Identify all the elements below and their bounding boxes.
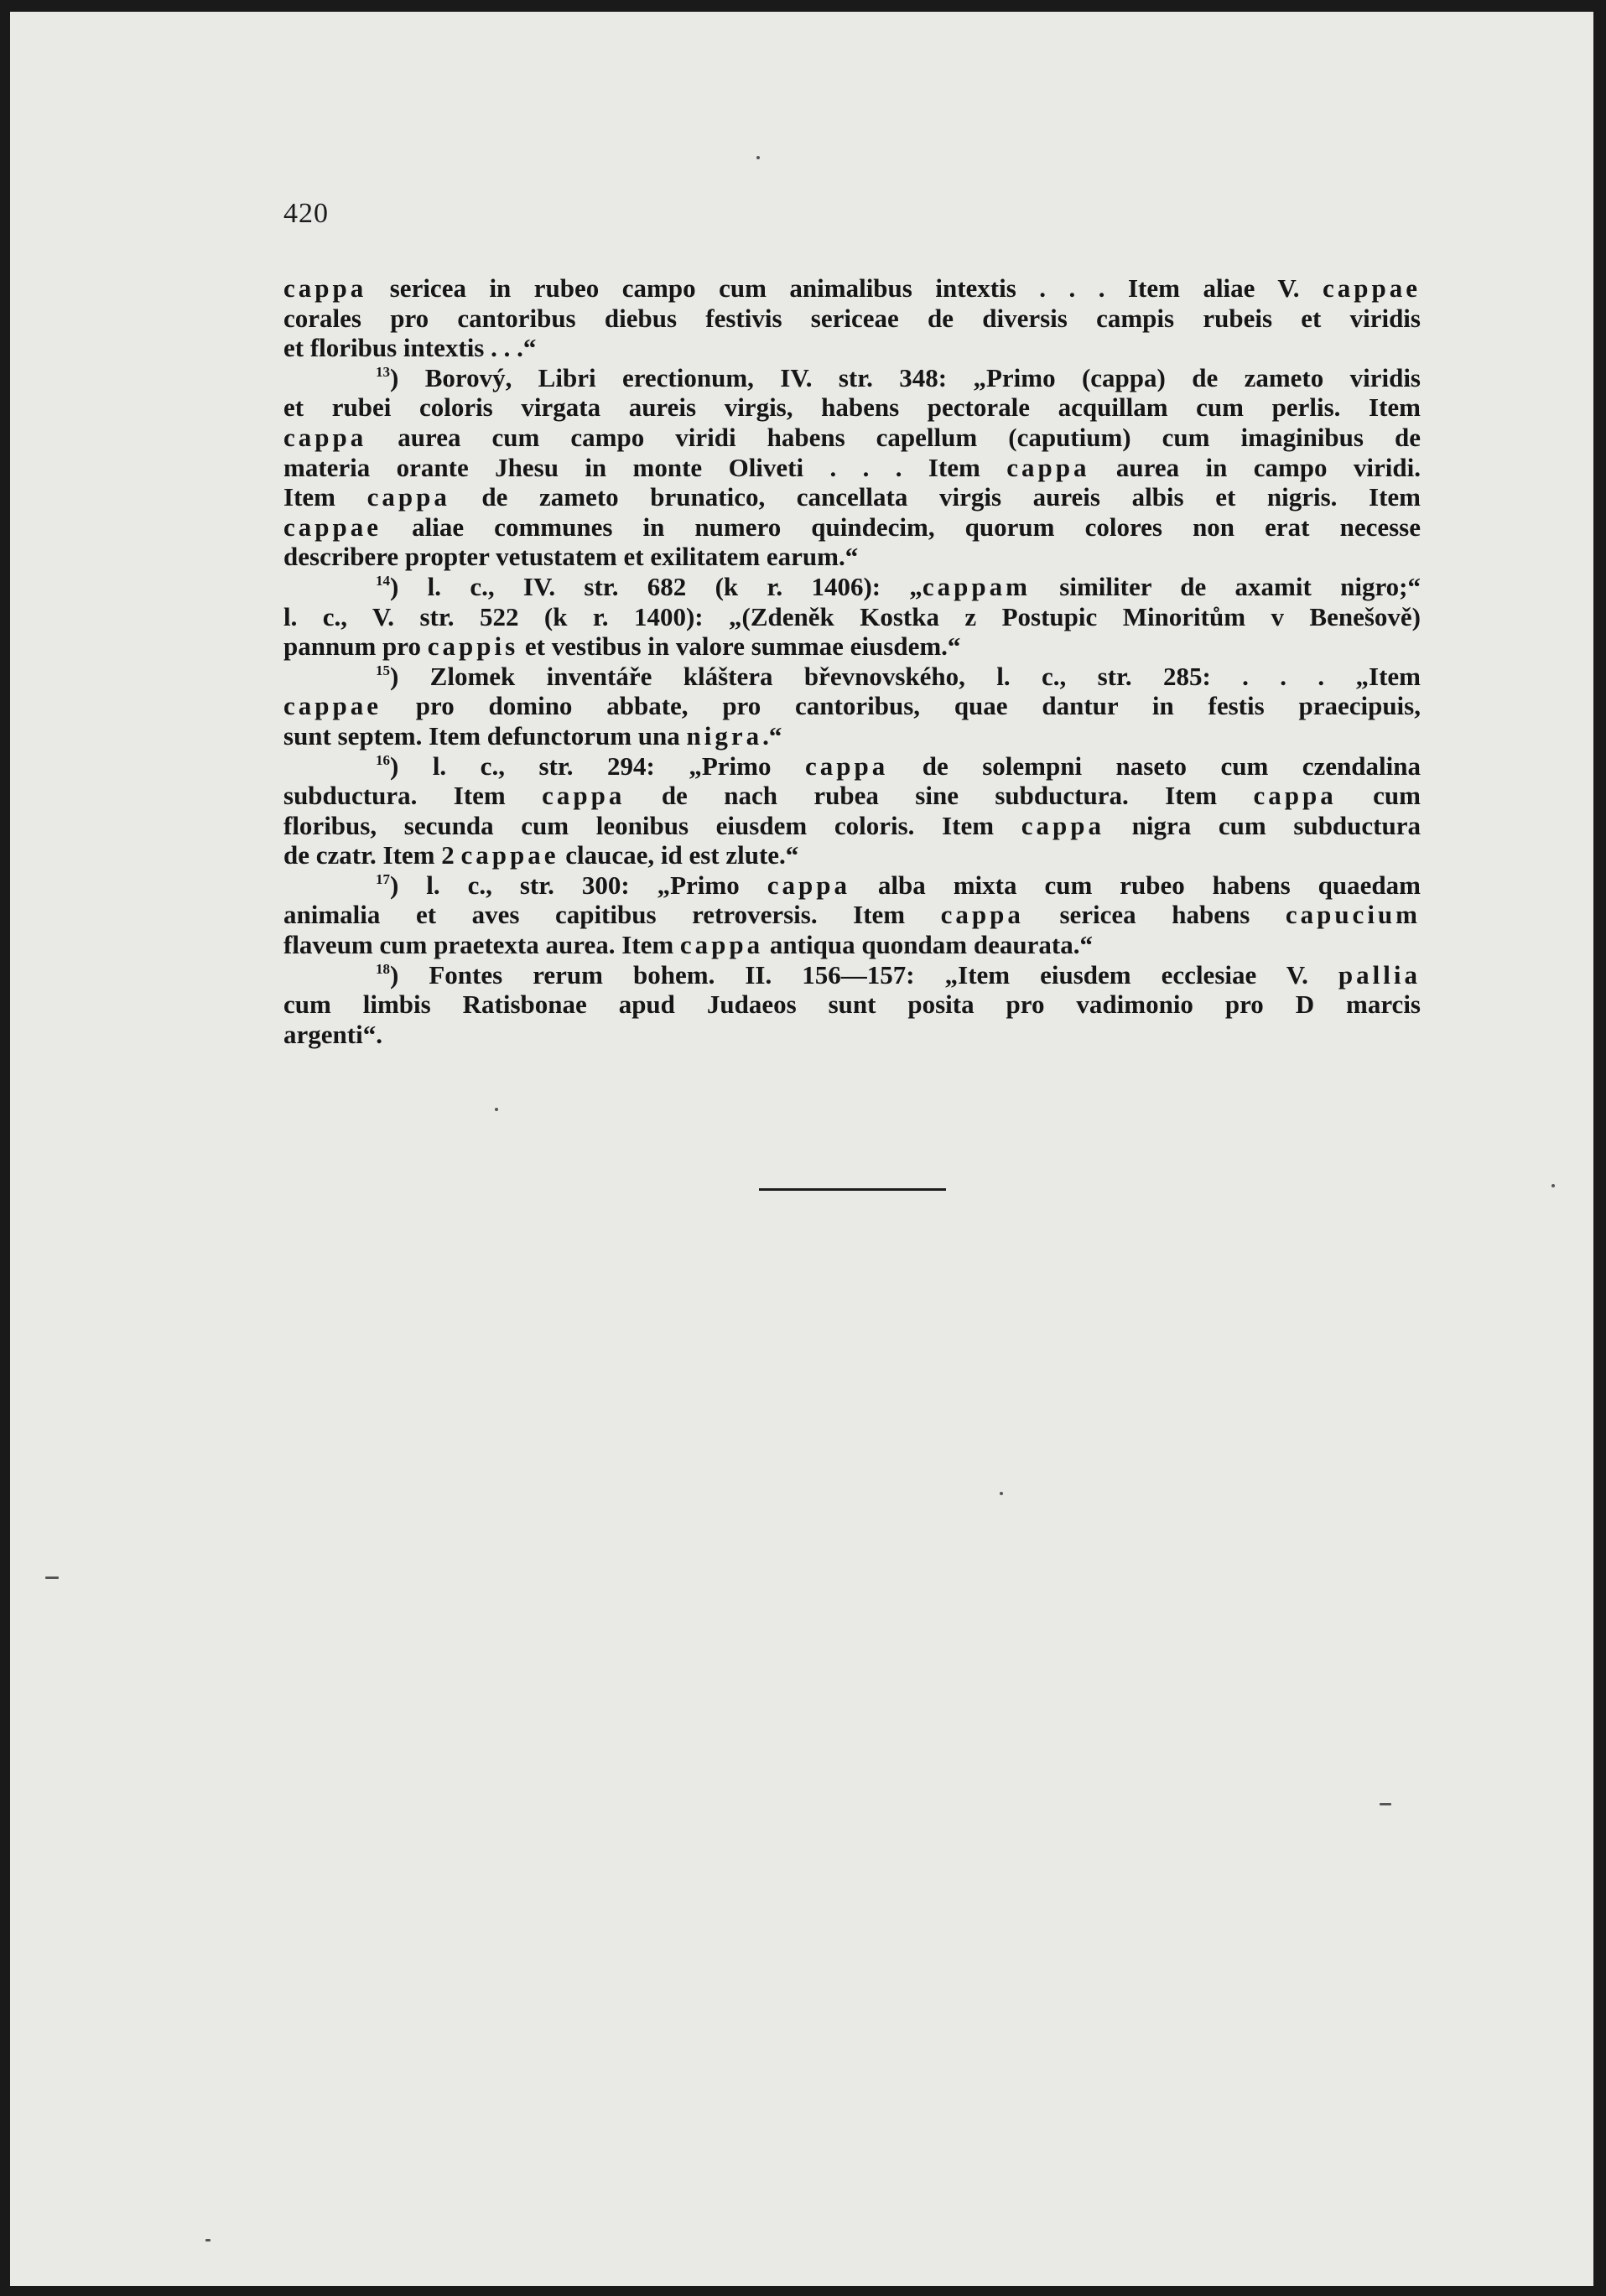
text-line	[283, 751, 1421, 782]
text-run: .“	[762, 720, 782, 751]
text-line	[283, 392, 1421, 423]
spaced-emphasis: cappa	[679, 930, 764, 960]
text-run: de zameto brunatico, cancellata virgis aureis albis et nigris. Item	[450, 482, 1421, 512]
scan-speck	[1551, 1184, 1555, 1187]
spaced-emphasis: cappae	[460, 840, 559, 870]
text-line	[283, 840, 1421, 870]
text-run: claucae, id est zlute.“	[559, 840, 799, 870]
closing-rule	[759, 1188, 946, 1191]
spaced-emphasis: cappa	[767, 870, 850, 900]
text-run: aliae communes in numero quindecim, quorum colores non erat necesse	[382, 512, 1421, 542]
scan-speck	[1380, 1803, 1391, 1805]
text-line	[283, 273, 1421, 304]
spaced-emphasis: pallia	[1338, 959, 1421, 990]
scan-speck	[205, 2239, 210, 2241]
spaced-emphasis: nigra	[686, 720, 763, 751]
spaced-emphasis: cappa	[542, 781, 626, 811]
text-line	[283, 482, 1421, 512]
text-run: alba mixta cum rubeo habens quaedam	[850, 870, 1421, 900]
text-line	[283, 930, 1421, 960]
text-run: pro domino abbate, pro cantoribus, quae dantur in festis praecipuis,	[382, 691, 1421, 721]
text-line	[283, 333, 1421, 363]
spaced-emphasis: cappa	[283, 422, 367, 452]
scanned-page	[10, 12, 1593, 2286]
text-run: describere propter vetustatem et exilitatem earum.“	[283, 542, 859, 572]
text-run: et floribus intextis . . .“	[283, 333, 537, 363]
text-run: ) l. c., IV. str. 682 (k r. 1406): „	[390, 571, 923, 601]
text-line	[283, 781, 1421, 811]
text-line	[283, 363, 1421, 393]
spaced-emphasis: cappae	[283, 512, 382, 542]
footnote-number: 16	[376, 751, 390, 768]
text-run: sericea habens	[1023, 900, 1286, 930]
text-run: sunt septem. Item defunctorum una	[283, 720, 687, 751]
spaced-emphasis: capucium	[1285, 900, 1421, 930]
text-line	[283, 423, 1421, 453]
text-line	[283, 512, 1421, 543]
text-run: aurea in campo viridi.	[1089, 452, 1421, 482]
spaced-emphasis: cappam	[922, 571, 1031, 601]
scan-speck	[756, 156, 760, 159]
spaced-emphasis: cappae	[283, 691, 382, 721]
spaced-emphasis: cappis	[427, 631, 519, 662]
text-line	[283, 662, 1421, 692]
text-run: l. c., V. str. 522 (k r. 1400): „(Zdeněk Kostka z Postupic Minoritům v Benešově)	[283, 601, 1421, 631]
text-run: similiter de axamit nigro;“	[1030, 571, 1421, 601]
spaced-emphasis: cappa	[1021, 810, 1104, 840]
text-line	[283, 631, 1421, 662]
text-run: antiqua quondam deaurata.“	[763, 930, 1093, 960]
spaced-emphasis: cappae	[1323, 273, 1421, 303]
text-run: aurea cum campo viridi habens capellum (caputium) cum imaginibus de	[366, 422, 1421, 452]
text-line	[283, 811, 1421, 841]
text-run: materia orante Jhesu in monte Oliveti . . . Item	[283, 452, 1007, 482]
scan-speck	[495, 1108, 498, 1111]
text-run: et vestibus in valore summae eiusdem.“	[518, 631, 961, 662]
text-run: et rubei coloris virgata aureis virgis, habens pectorale acquillam cum perlis. Item	[283, 392, 1421, 423]
footnote-number: 13	[376, 363, 390, 380]
spaced-emphasis: cappa	[1006, 452, 1090, 482]
page-number: 420	[283, 198, 329, 229]
footnote-number: 15	[376, 662, 390, 678]
text-run: pannum pro	[283, 631, 428, 662]
spaced-emphasis: cappa	[366, 482, 450, 512]
text-line	[283, 1020, 1421, 1050]
text-run: animalia et aves capitibus retroversis. Item	[283, 900, 941, 930]
text-run: ) Zlomek inventáře kláštera břevnovského, l. c., str. 285: . . . „Item	[390, 661, 1421, 691]
text-line	[283, 721, 1421, 751]
text-run: ) Fontes rerum bohem. II. 156—157: „Item eiusdem ecclesiae V.	[390, 959, 1338, 990]
text-run: ) l. c., str. 294: „Primo	[390, 751, 805, 781]
text-line	[283, 542, 1421, 572]
text-run: Item	[283, 482, 367, 512]
text-run: corales pro cantoribus diebus festivis sericeae de diversis campis rubeis et viridis	[283, 303, 1421, 333]
text-line	[283, 453, 1421, 483]
text-run: sericea in rubeo campo cum animalibus intextis . . . Item aliae V.	[366, 273, 1323, 303]
text-line	[283, 870, 1421, 901]
spaced-emphasis: cappa	[283, 273, 367, 303]
spaced-emphasis: cappa	[804, 751, 889, 781]
footnote-number: 14	[376, 572, 390, 589]
text-run: ) Borový, Libri erectionum, IV. str. 348: „Primo (cappa) de zameto viridis	[390, 362, 1421, 392]
spaced-emphasis: cappa	[1253, 781, 1337, 811]
text-run: cum	[1336, 781, 1421, 811]
text-run: de czatr. Item 2	[283, 840, 461, 870]
text-run: ) l. c., str. 300: „Primo	[390, 870, 767, 900]
text-run: nigra cum subductura	[1104, 810, 1421, 840]
scan-speck	[1000, 1492, 1003, 1495]
text-line	[283, 900, 1421, 930]
text-run: subductura. Item	[283, 781, 543, 811]
scan-speck	[45, 1577, 59, 1579]
text-run: flaveum cum praetexta aurea. Item	[283, 930, 680, 960]
footnote-text-block	[283, 273, 1421, 1049]
text-run: cum limbis Ratisbonae apud Judaeos sunt posita pro vadimonio pro D marcis	[283, 990, 1421, 1020]
text-line	[283, 572, 1421, 602]
text-run: de nach rubea sine subductura. Item	[625, 781, 1254, 811]
text-line	[283, 691, 1421, 721]
text-line	[283, 960, 1421, 990]
text-run: floribus, secunda cum leonibus eiusdem coloris. Item	[283, 810, 1021, 840]
text-line	[283, 304, 1421, 334]
text-run: argenti“.	[283, 1019, 382, 1049]
spaced-emphasis: cappa	[940, 900, 1024, 930]
footnote-number: 18	[376, 960, 390, 977]
text-line	[283, 990, 1421, 1020]
text-line	[283, 602, 1421, 632]
footnote-number: 17	[376, 870, 390, 887]
text-run: de solempni naseto cum czendalina	[888, 751, 1421, 781]
